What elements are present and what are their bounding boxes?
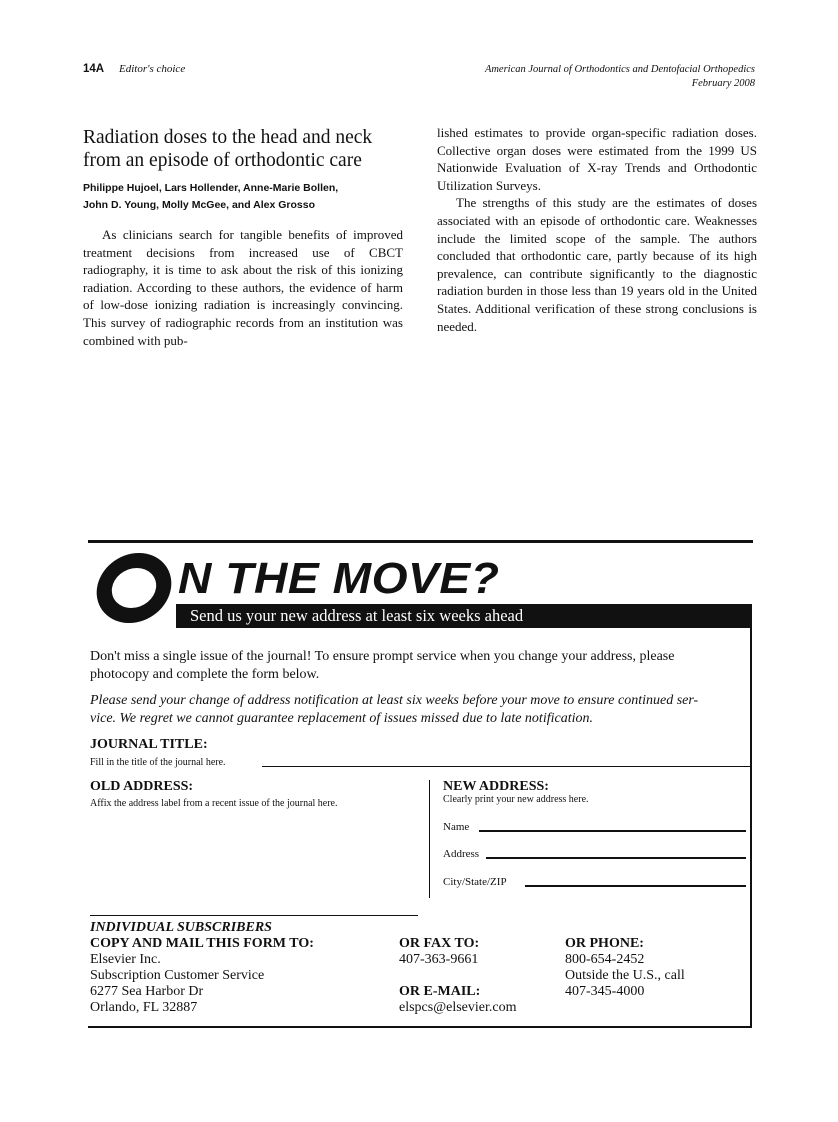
paragraph: The strengths of this study are the estimates of doses associated with an episode of orthodontic care. Weaknesses include the limited scope of the sample. The authors concluded that orthodontic care, partly because of its high prevalence, can contribute significantly to the diagnostic radiation burden in those less than 19 years old in the United States. Additional verification of these strong conclusions is needed. xyxy=(437,195,757,334)
paragraph: lished estimates to provide organ-specific radiation doses. Collective organ doses were estimated from the 1999 US Nationwide Evaluation of X-ray Trends and Orthodontic Utilization Surveys. xyxy=(437,125,757,193)
section-label: Editor's choice xyxy=(119,63,186,75)
issue-date: February 2008 xyxy=(691,78,755,89)
new-address-hint: Clearly print your new address here. xyxy=(443,794,589,805)
title-line: Radiation doses to the head and neck xyxy=(83,127,373,148)
mail-line: Orlando, FL 32887 xyxy=(90,1000,198,1015)
intro-line: photocopy and complete the form below. xyxy=(90,667,320,682)
authors-line: Philippe Hujoel, Lars Hollender, Anne-Marie Bollen, xyxy=(83,182,339,194)
ad-bottom-border xyxy=(88,1026,752,1028)
mail-block xyxy=(90,936,314,1016)
mail-line: Subscription Customer Service xyxy=(90,968,265,983)
page-number: 14A xyxy=(83,63,105,75)
email-label: OR E-MAIL: xyxy=(399,984,481,999)
subscribers-label: INDIVIDUAL SUBSCRIBERS xyxy=(90,920,272,935)
fax-label: OR FAX TO: xyxy=(399,936,480,951)
city-label: City/State/ZIP xyxy=(443,876,507,888)
notice-line: Please send your change of address notification at least six weeks before your move to ensure continued ser- xyxy=(90,693,699,708)
big-o-logo xyxy=(92,553,176,623)
ad-intro xyxy=(90,648,674,684)
article-authors xyxy=(83,180,338,214)
phone-line: 407-345-4000 xyxy=(565,984,645,999)
paragraph: As clinicians search for tangible benefits of improved treatment decisions from increased use of CBCT radiography, it is time to ask about the risk of this ionizing radiation. According to these authors, the evidence of harm of low-dose ionizing radiation is increasingly convincing. This survey of radiographic records from an institution was combined with pub- xyxy=(83,227,403,348)
new-address-label: NEW ADDRESS: xyxy=(443,779,549,794)
mail-line: Elsevier Inc. xyxy=(90,952,161,967)
phone-line: Outside the U.S., call xyxy=(565,968,685,983)
email-address[interactable]: elspcs@elsevier.com xyxy=(399,1000,517,1015)
intro-line: Don't miss a single issue of the journal! To ensure prompt service when you change your address, please xyxy=(90,649,675,664)
mail-label: COPY AND MAIL THIS FORM TO: xyxy=(90,936,314,951)
ad-headline: N THE MOVE? xyxy=(178,554,500,603)
name-input[interactable] xyxy=(479,830,746,832)
journal-name: American Journal of Orthodontics and Dentofacial Orthopedics xyxy=(484,64,755,75)
journal-title-input[interactable] xyxy=(262,766,751,767)
ad-banner: Send us your new address at least six weeks ahead xyxy=(176,604,752,628)
journal-title-hint: Fill in the title of the journal here. xyxy=(90,757,226,768)
fax-email-block xyxy=(399,936,516,1016)
title-line: from an episode of orthodontic care xyxy=(83,150,362,171)
city-input[interactable] xyxy=(525,885,746,887)
left-column xyxy=(83,226,403,349)
address-field-label: Address xyxy=(443,848,480,860)
article-title xyxy=(83,126,372,172)
fax-number: 407-363-9661 xyxy=(399,952,479,967)
ad-top-rule xyxy=(88,540,753,543)
old-address-hint: Affix the address label from a recent issue of the journal here. xyxy=(90,798,338,809)
address-divider xyxy=(429,780,430,898)
address-input[interactable] xyxy=(486,857,746,859)
subscribers-rule xyxy=(90,915,418,916)
mail-line: 6277 Sea Harbor Dr xyxy=(90,984,204,999)
phone-block xyxy=(565,936,685,1000)
ad-right-border xyxy=(750,604,752,1028)
notice-line: vice. We regret we cannot guarantee replacement of issues missed due to late notification. xyxy=(90,711,593,726)
running-header xyxy=(485,63,755,91)
authors-line: John D. Young, Molly McGee, and Alex Grosso xyxy=(83,199,316,211)
phone-label: OR PHONE: xyxy=(565,936,644,951)
journal-title-label: JOURNAL TITLE: xyxy=(90,737,208,752)
right-column xyxy=(437,124,757,335)
name-label: Name xyxy=(443,821,470,833)
phone-line: 800-654-2452 xyxy=(565,952,645,967)
old-address-label: OLD ADDRESS: xyxy=(90,779,194,794)
ad-notice xyxy=(90,692,698,728)
